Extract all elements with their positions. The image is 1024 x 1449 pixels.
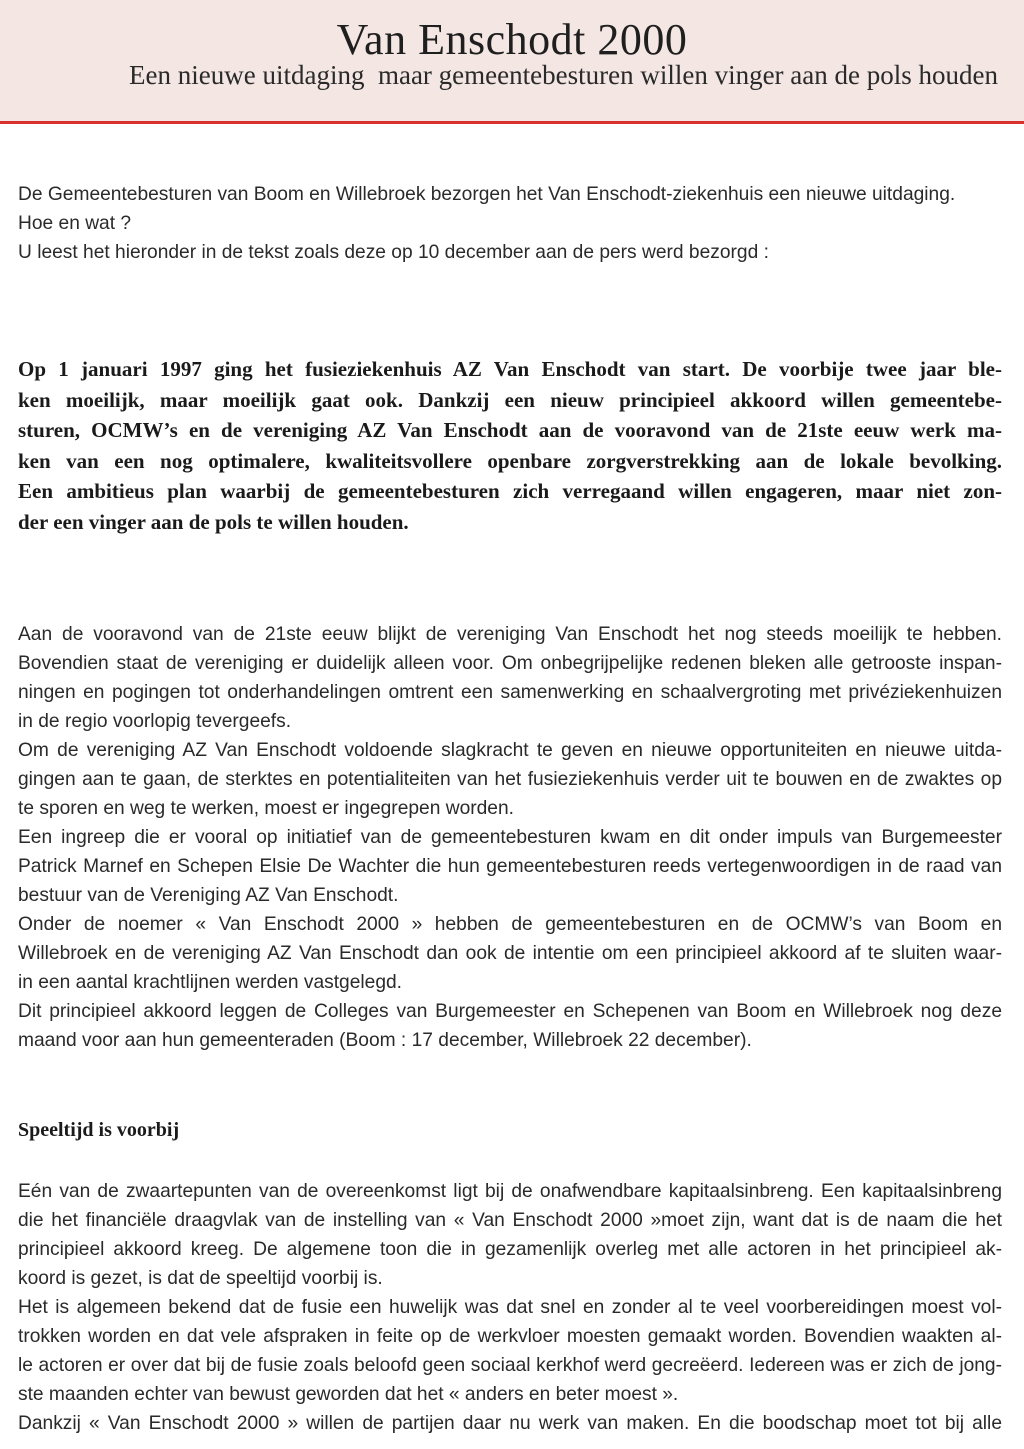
intro-line: De Gemeentebesturen van Boom en Willebroek bezorgen het Van Enschodt-ziekenhuis een nieuwe uitdaging.	[18, 184, 956, 205]
page-header	[0, 0, 1024, 124]
body-line: maand voor aan hun gemeenteraden (Boom : 17 december, Willebroek 22 december).	[18, 1030, 752, 1051]
lead-paragraph	[18, 354, 1002, 537]
body-line: principieel akkoord kreeg. De algemene toon die in gezamenlijk overleg met alle actoren in het principieel ak-	[18, 1239, 1002, 1260]
lead-line: Een ambitieus plan waarbij de gemeentebesturen zich verregaand willen engageren, maar niet zon-	[18, 479, 1002, 503]
body-line: Onder de noemer « Van Enschodt 2000 » hebben de gemeentebesturen en de OCMW’s van Boom en	[18, 914, 1002, 935]
body-line: ningen en pogingen tot onderhandelingen omtrent een samenwerking en schaalvergroting met privéziekenhuizen	[18, 682, 1002, 703]
section-heading: Speeltijd is voorbij	[18, 1119, 180, 1141]
lead-line: der een vinger aan de pols te willen houden.	[18, 509, 409, 534]
body-line: Dit principieel akkoord leggen de Colleges van Burgemeester en Schepenen van Boom en Willebroek nog deze	[18, 1001, 1002, 1022]
body-line: Eén van de zwaartepunten van de overeenkomst ligt bij de onafwendbare kapitaalsinbreng. Een kapitaalsinbreng	[18, 1181, 1002, 1202]
page-subtitle: Een nieuwe uitdaging maar gemeentebesturen willen vinger aan de pols houden	[129, 60, 998, 90]
body-line: in een aantal krachtlijnen werden vastgelegd.	[18, 972, 403, 993]
body-line: in de regio voorlopig tevergeefs.	[18, 711, 292, 732]
body-line: ste maanden echter van bewust geworden dat het « anders en beter moest ».	[18, 1384, 679, 1405]
body-line: gingen aan te gaan, de sterktes en potentialiteiten van het fusieziekenhuis verder uit te bouwen en de zwaktes op	[18, 769, 1002, 790]
body-line: Een ingreep die er vooral op initiatief van de gemeentebesturen kwam en dit onder impuls van Burgemeester	[18, 827, 1002, 848]
body-line: Willebroek en de vereniging AZ Van Enschodt dan ook de intentie om een principieel akkoord af te sluiten waar-	[18, 943, 1002, 964]
body-line: Om de vereniging AZ Van Enschodt voldoende slagkracht te geven en nieuwe opportuniteiten en nieuwe uitda-	[18, 740, 1002, 761]
intro-line: Hoe en wat ?	[18, 213, 132, 234]
body-line: Het is algemeen bekend dat de fusie een huwelijk was dat snel en zonder al te veel voorbereidingen moest vol-	[18, 1297, 1002, 1318]
body-line: trokken worden en dat vele afspraken in feite op de werkvloer moesten gemaakt worden. Bovendien waakten al-	[18, 1326, 1002, 1347]
body-paragraph-1	[18, 620, 1002, 1055]
body-line: die het financiële draagvlak van de instelling van « Van Enschodt 2000 »moet zijn, want dat is de naam die het	[18, 1210, 1002, 1231]
lead-line: ken moeilijk, maar moeilijk gaat ook. Dankzij een nieuw principieel akkoord willen gemeentebe-	[18, 387, 1002, 412]
lead-line: sturen, OCMW’s en de vereniging AZ Van Enschodt aan de vooravond van de 21ste eeuw werk ma-	[18, 418, 1002, 442]
lead-line: ken van een nog optimalere, kwaliteitsvollere openbare zorgverstrekking aan de lokale bevolking.	[18, 448, 1002, 473]
body-line: Patrick Marnef en Schepen Elsie De Wachter die hun gemeentebesturen reeds vertegenwoordigen in de raad van	[18, 856, 1002, 877]
body-line: koord is gezet, is dat de speeltijd voorbij is.	[18, 1268, 383, 1289]
body-line: Bovendien staat de vereniging er duidelijk alleen voor. Om onbegrijpelijke redenen bleken alle getrooste inspan-	[18, 653, 1002, 674]
lead-line: Op 1 januari 1997 ging het fusieziekenhuis AZ Van Enschodt van start. De voorbije twee jaar ble-	[18, 357, 1002, 381]
body-line: le actoren er over dat bij de fusie zoals beloofd geen sociaal kerkhof werd gecreëerd. Iedereen was er zich de jong-	[18, 1355, 1002, 1376]
body-line: te sporen en weg te werken, moest er ingegrepen worden.	[18, 798, 514, 819]
body-line: bestuur van de Vereniging AZ Van Enschodt.	[18, 885, 399, 906]
intro-line: U leest het hieronder in de tekst zoals deze op 10 december aan de pers werd bezorgd :	[18, 242, 769, 263]
body-line: Aan de vooravond van de 21ste eeuw blijkt de vereniging Van Enschodt het nog steeds moeilijk te hebben.	[18, 624, 1002, 645]
body-line: Dankzij « Van Enschodt 2000 » willen de partijen daar nu werk van maken. En die boodschap moet tot bij alle	[18, 1413, 1002, 1434]
page-title: Van Enschodt 2000	[336, 15, 688, 64]
body-paragraph-2	[18, 1177, 1002, 1438]
intro-paragraph	[18, 180, 1002, 267]
